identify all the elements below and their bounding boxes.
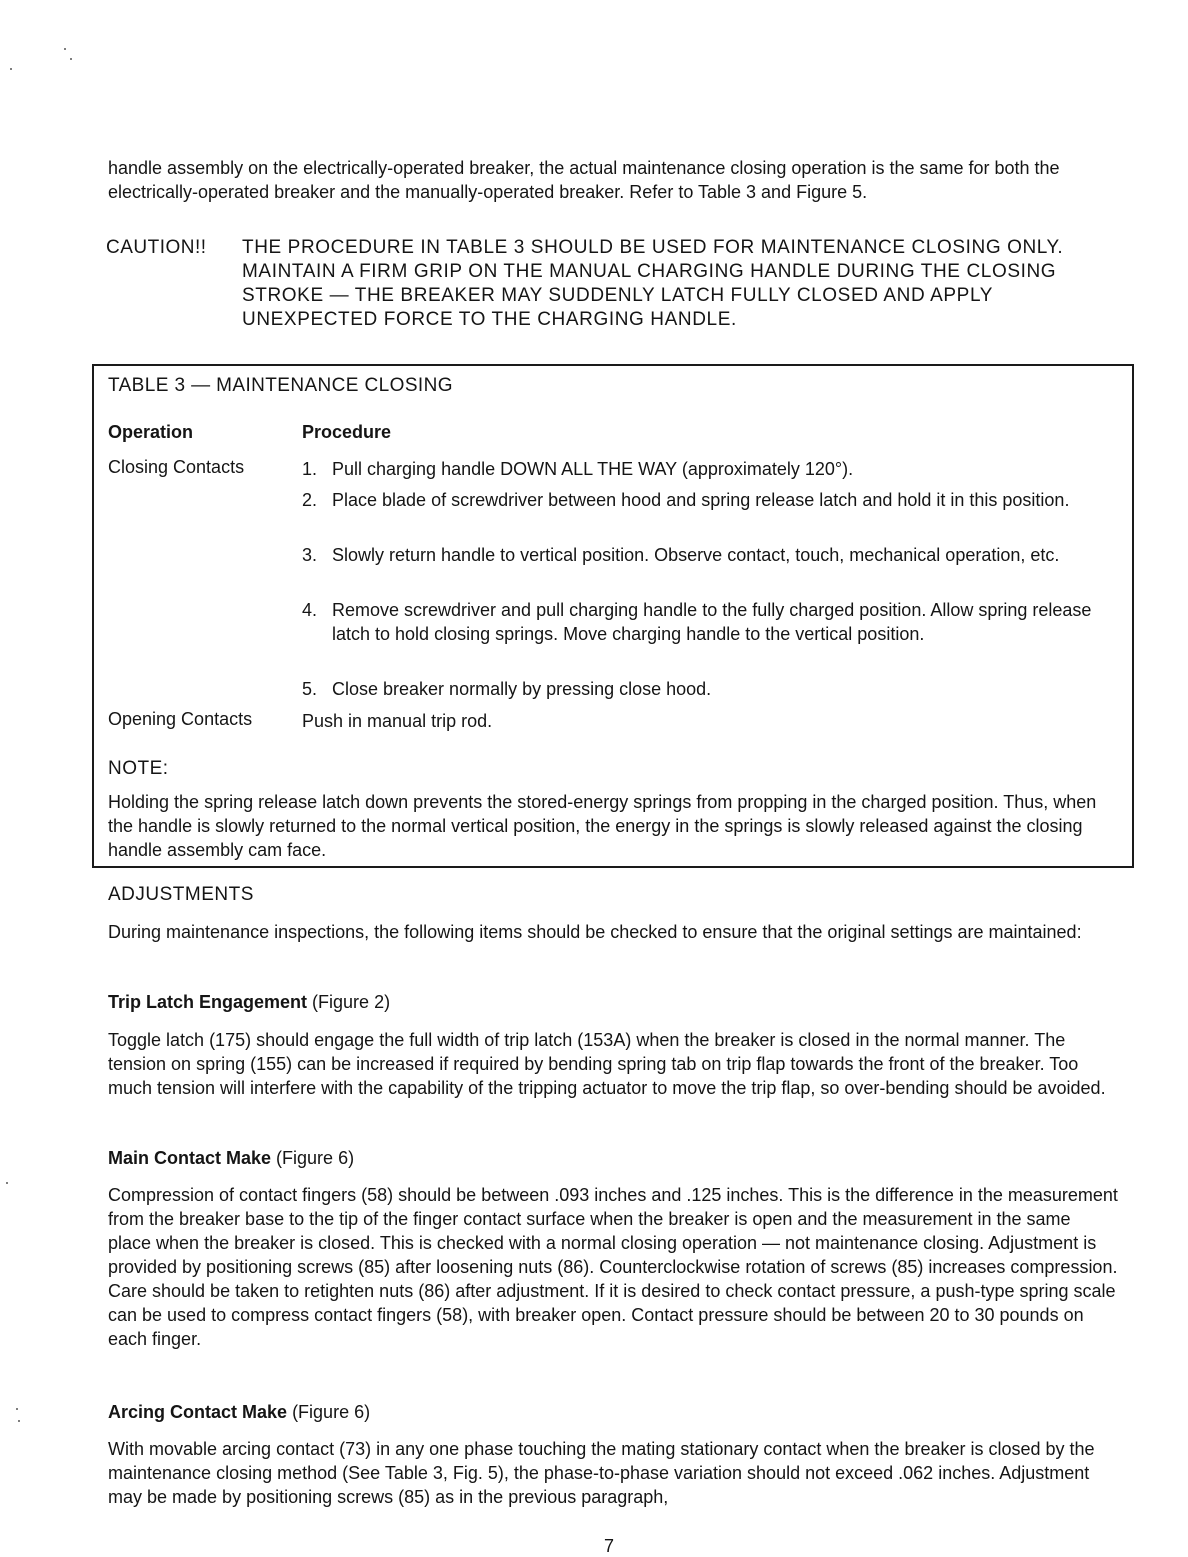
trip-latch-title: Trip Latch Engagement (108, 992, 308, 1012)
procedure-step (302, 488, 1122, 512)
main-contact-text: Compression of contact fingers (58) should be between .093 inches and .125 inches. This is the difference in the measurement from the breaker base to the tip of the finger contact surface when the breaker is open and the measurement in the same place when the breaker is closed. This is checked with a normal closing operation — not maintenance closing. Adjustment is provided by positioning screws (85) after loosening nuts (86). Counterclockwise rotation of screws (85) increases compression. Care should be taken to retighten nuts (86) after adjustment. If it is desired to check contact pressure, a push-type spring scale can be used to compress contact fingers (58), with breaker open. Contact pressure should be between 20 to 30 pounds on each finger. (108, 1185, 1118, 1349)
opening-contacts-label: Opening Contacts (108, 709, 253, 729)
scan-speck (64, 48, 66, 50)
step-number: 1. (302, 459, 318, 479)
trip-latch-figure-ref: (Figure 2) (312, 992, 391, 1012)
note-text: Holding the spring release latch down prevents the stored-energy springs from propping in the charged position. Thus, when the handle is slowly returned to the normal vertical position, the energy in the springs is slowly released against the closing handle assembly cam face. (108, 792, 1097, 860)
arcing-contact-title: Arcing Contact Make (108, 1402, 288, 1422)
table-3-box (92, 364, 1134, 868)
arcing-contact-heading (108, 1402, 370, 1423)
table-title: TABLE 3 — MAINTENANCE CLOSING (108, 375, 453, 396)
opening-procedure: Push in manual trip rod. (302, 711, 493, 731)
scan-speck (6, 1182, 8, 1184)
main-contact-figure-ref: (Figure 6) (276, 1148, 355, 1168)
scan-speck (70, 58, 72, 60)
step-text: Remove screwdriver and pull charging handle to the fully charged position. Allow spring release latch to hold closing springs. Move charging handle to the vertical position. (332, 600, 1092, 644)
operation-column-header: Operation (108, 422, 194, 442)
step-number: 3. (302, 545, 318, 565)
step-number: 2. (302, 490, 318, 510)
procedure-step (302, 543, 1122, 567)
step-number: 4. (302, 600, 318, 620)
trip-latch-heading (108, 992, 390, 1013)
step-text: Slowly return handle to vertical position. Observe contact, touch, mechanical operation, etc. (332, 545, 1060, 565)
note-label: NOTE: (108, 758, 169, 779)
adjustments-intro: During maintenance inspections, the following items should be checked to ensure that the original settings are maintained: (108, 922, 1082, 942)
arcing-contact-figure-ref: (Figure 6) (292, 1402, 371, 1422)
step-number: 5. (302, 679, 318, 699)
caution-text: THE PROCEDURE IN TABLE 3 SHOULD BE USED FOR MAINTENANCE CLOSING ONLY. MAINTAIN A FIRM GRIP ON THE MANUAL CHARGING HANDLE DURING THE CLOSING STROKE — THE BREAKER MAY SUDDENLY LATCH FULLY CLOSED AND APPLY UNEXPECTED FORCE TO THE CHARGING HANDLE. (242, 237, 1064, 330)
trip-latch-text: Toggle latch (175) should engage the full width of trip latch (153A) when the breaker is closed in the normal manner. The tension on spring (155) can be increased if required by bending spring tab on trip flap towards the front of the breaker. Too much tension will interfere with the capability of the tripping actuator to move the trip flap, so over-bending should be avoided. (108, 1030, 1106, 1098)
adjustments-heading: ADJUSTMENTS (108, 884, 254, 905)
procedure-step (302, 457, 1122, 481)
procedure-column-header: Procedure (302, 422, 392, 442)
page-number: 7 (604, 1536, 615, 1556)
procedure-step (302, 677, 1122, 701)
step-text: Pull charging handle DOWN ALL THE WAY (approximately 120°). (332, 459, 854, 479)
procedure-step (302, 598, 1122, 646)
step-text: Close breaker normally by pressing close hood. (332, 679, 712, 699)
closing-contacts-label: Closing Contacts (108, 457, 245, 477)
main-contact-heading (108, 1148, 354, 1169)
scan-speck (16, 1408, 18, 1410)
intro-paragraph: handle assembly on the electrically-operated breaker, the actual maintenance closing operation is the same for both the electrically-operated breaker and the manually-operated breaker. Refer to Table 3 and Figure 5. (108, 158, 1060, 202)
main-contact-title: Main Contact Make (108, 1148, 272, 1168)
scan-speck (18, 1420, 20, 1422)
scan-speck (10, 68, 12, 70)
caution-label: CAUTION!! (106, 237, 207, 258)
arcing-contact-text: With movable arcing contact (73) in any one phase touching the mating stationary contact when the breaker is closed by the maintenance closing method (See Table 3, Fig. 5), the phase-to-phase variation should not exceed .062 inches. Adjustment may be made by positioning screws (85) as in the previous paragraph, (108, 1439, 1095, 1507)
step-text: Place blade of screwdriver between hood and spring release latch and hold it in this position. (332, 490, 1070, 510)
